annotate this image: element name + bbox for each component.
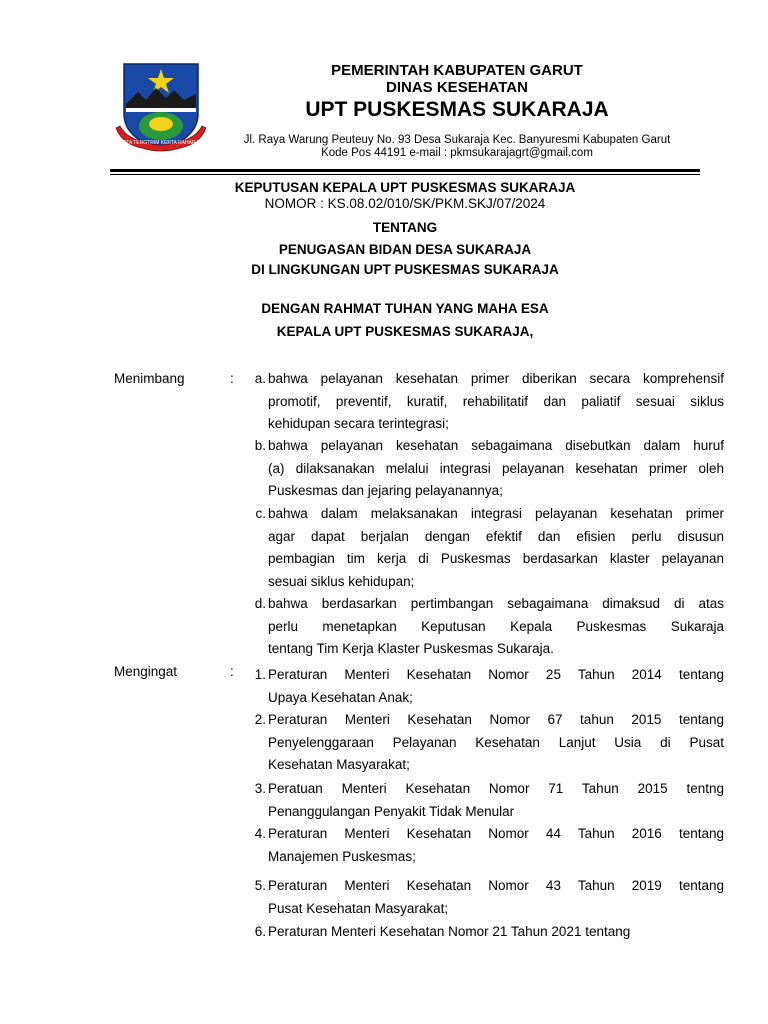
list-item-line: promotif, preventif, kuratif, rehabilitatif dan paliatif sesuai siklus [268, 393, 724, 409]
decree-subject-line-1: PENUGASAN BIDAN DESA SUKARAJA [278, 242, 532, 257]
list-item-marker: 5. [254, 878, 266, 893]
list-item-line: Peraturan Menteri Kesehatan Nomor 21 Tahun 2021 tentang [268, 924, 631, 939]
list-item-text [268, 921, 724, 944]
letterhead-divider-thin [110, 174, 700, 175]
list-item-line: Manajemen Puskesmas; [268, 848, 416, 864]
letterhead-address [210, 134, 704, 160]
list-item-marker: 4. [254, 826, 266, 841]
list-item-line: Penanggulangan Penyakit Tidak Menular [268, 803, 515, 819]
list-item-text [268, 368, 724, 436]
list-item-text [268, 503, 724, 593]
decree-number: NOMOR : KS.08.02/010/SK/PKM.SKJ/07/2024 [264, 196, 546, 211]
mengingat-label: Mengingat [114, 664, 178, 679]
list-item-text [268, 875, 724, 920]
list-item-line: bahwa pelayanan kesehatan sebagaimana disebutkan dalam huruf [268, 438, 724, 453]
list-item-line: pembagian tim kerja di Puskesmas berdasarkan klaster pelayanan [268, 551, 724, 566]
letterhead-line-1: PEMERINTAH KABUPATEN GARUT [331, 62, 583, 79]
list-item-marker: 6. [254, 924, 266, 939]
list-item-text [268, 593, 724, 661]
opening-line-1: DENGAN RAHMAT TUHAN YANG MAHA ESA [261, 301, 549, 316]
decree-heading: KEPUTUSAN KEPALA UPT PUSKESMAS SUKARAJA [234, 180, 576, 195]
list-item-line: Peraturan Menteri Kesehatan Nomor 44 Tahun 2016 tentang [268, 826, 724, 841]
logo-motto: TATA TENGTRIM KERTA RAHARJA [120, 140, 202, 146]
list-item-line: sesuai siklus kehidupan; [268, 573, 415, 589]
opening-line-2: KEPALA UPT PUSKESMAS SUKARAJA, [276, 324, 534, 339]
decree-subject-line-2: DI LINGKUNGAN UPT PUSKESMAS SUKARAJA [251, 262, 559, 277]
mengingat-colon: : [230, 664, 234, 679]
list-item-text [268, 664, 724, 709]
menimbang-colon: : [230, 371, 234, 386]
list-item-line: Peraturan Menteri Kesehatan Nomor 67 tahun 2015 tentang [268, 712, 724, 727]
list-item-line: Peraturan Menteri Kesehatan Nomor 43 Tahun 2019 tentang [268, 878, 724, 893]
list-item-line: (a) dilaksanakan melalui integrasi pelayanan kesehatan primer oleh [268, 460, 724, 476]
list-item-text [268, 709, 724, 777]
list-item-marker: a. [254, 371, 266, 386]
list-item-line: Upaya Kesehatan Anak; [268, 689, 413, 705]
list-item-text [268, 823, 724, 868]
list-item-line: Puskesmas dan jejaring pelayanannya; [268, 483, 503, 498]
list-item-marker: 1. [254, 667, 266, 682]
list-item-marker: 2. [254, 712, 266, 727]
list-item-marker: c. [255, 506, 266, 521]
list-item-text [268, 435, 724, 503]
list-item-line: Penyelenggaraan Pelayanan Kesehatan Lanjut Usia di Pusat [268, 734, 724, 750]
decree-tentang: TENTANG [372, 220, 438, 235]
address-line-1: Jl. Raya Warung Peuteuy No. 93 Desa Sukaraja Kec. Banyuresmi Kabupaten Garut [243, 134, 671, 146]
menimbang-label: Menimbang [114, 371, 185, 386]
address-line-2: Kode Pos 44191 e-mail : pkmsukarajagrt@gmail.com [321, 147, 593, 159]
list-item-line: Pusat Kesehatan Masyarakat; [268, 900, 449, 916]
garut-regency-logo-icon [112, 58, 210, 160]
list-item-line: bahwa berdasarkan pertimbangan sebagaimana dimaksud di atas [268, 596, 724, 611]
list-item-marker: d. [254, 596, 266, 611]
list-item-line: bahwa dalam melaksanakan integrasi pelayanan kesehatan primer [268, 506, 724, 521]
list-item-line: tentang Tim Kerja Klaster Puskesmas Sukaraja. [268, 641, 554, 656]
list-item-marker: 3. [254, 781, 266, 796]
list-item-line: bahwa pelayanan kesehatan primer diberikan secara komprehensif [268, 371, 724, 386]
list-item-line: perlu menetapkan Keputusan Kepala Puskesmas Sukaraja [268, 618, 724, 634]
list-item-line: Peraturan Menteri Kesehatan Nomor 25 Tahun 2014 tentang [268, 667, 724, 682]
letterhead [210, 62, 704, 159]
letterhead-institution: UPT PUSKESMAS SUKARAJA [305, 98, 609, 121]
list-item-text [268, 778, 724, 823]
list-item-marker: b. [254, 438, 266, 453]
letterhead-line-2: DINAS KESEHATAN [386, 79, 528, 96]
list-item-line: Peratuan Menteri Kesehatan Nomor 71 Tahun 2015 tentng [268, 781, 724, 796]
letterhead-divider-thick [110, 169, 700, 172]
list-item-line: kehidupan secara terintegrasi; [268, 416, 449, 431]
list-item-line: Kesehatan Masyarakat; [268, 757, 410, 772]
list-item-line: agar dapat berjalan dengan efektif dan efisien perlu disusun [268, 528, 724, 544]
